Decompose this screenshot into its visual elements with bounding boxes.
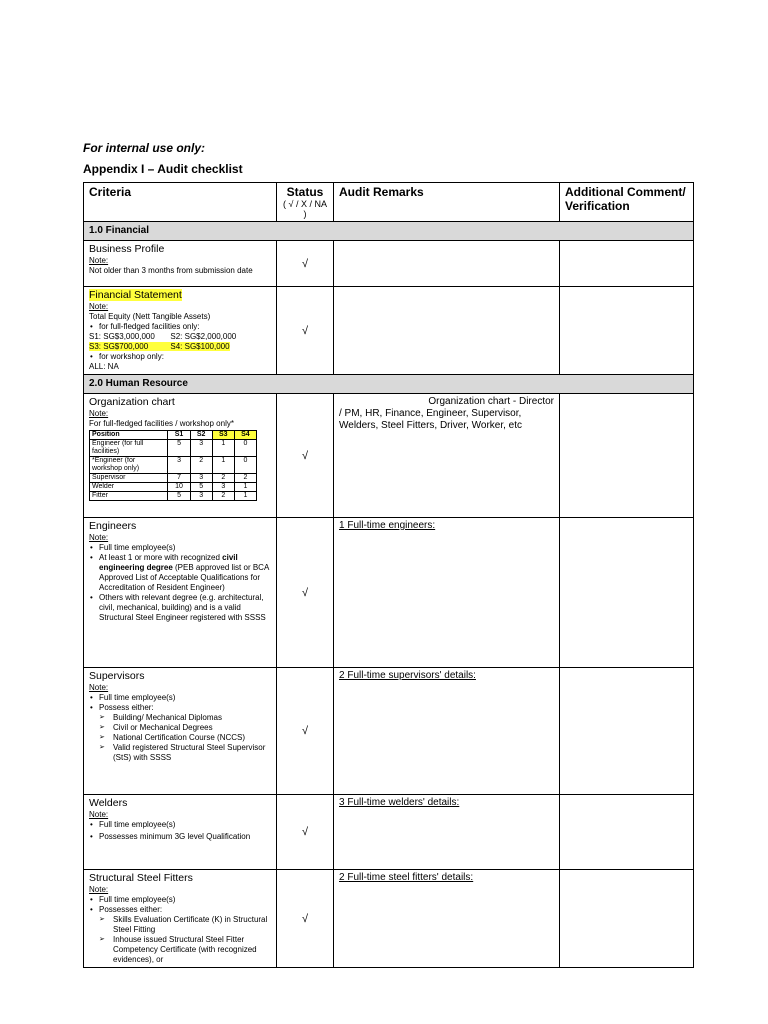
equity-s3-s4-line (89, 342, 271, 352)
additional-comment-header: Additional Comment/ Verification (560, 183, 694, 222)
section-hr-title: 2.0 Human Resource (84, 375, 694, 394)
remarks-cell[interactable] (334, 241, 560, 287)
status-check: √ (277, 394, 334, 518)
remark-text: 2 Full-time steel fitters' details: (339, 872, 474, 883)
status-header-label: Status (286, 185, 324, 199)
position-cell: Welder (90, 483, 168, 492)
comment-cell[interactable] (560, 241, 694, 287)
bullet-item: • Full time employee(s) (99, 820, 271, 830)
s3-cell: 2 (212, 474, 234, 483)
workshop-value: ALL: NA (89, 362, 119, 371)
s4-cell: 0 (234, 440, 256, 457)
position-cell: *Engineer (for workshop only) (90, 457, 168, 474)
s1-cell: 7 (168, 474, 190, 483)
remarks-cell[interactable] (334, 870, 560, 968)
arrow-item: ➢ Valid registered Structural Steel Supervisor (StS) with SSSS (113, 743, 271, 763)
row-steel-fitters (84, 870, 694, 968)
remark-text: Organization chart - Director (428, 396, 554, 407)
criteria-cell (84, 795, 277, 870)
s2-cell: 5 (190, 483, 212, 492)
note-label: Note: (89, 533, 109, 542)
note-label: Note: (89, 683, 109, 692)
remark-text: 1 Full-time engineers: (339, 520, 436, 531)
remarks-cell[interactable] (334, 394, 560, 518)
row-financial-statement (84, 287, 694, 375)
s3-cell: 2 (212, 492, 234, 501)
note-label: Note: (89, 256, 109, 265)
comment-cell[interactable] (560, 394, 694, 518)
internal-use-label: For internal use only: (83, 141, 206, 155)
s1-cell: 3 (168, 457, 190, 474)
remarks-cell[interactable] (334, 287, 560, 375)
table-row (90, 457, 257, 474)
note-text: Not older than 3 months from submission date (89, 266, 253, 275)
equity-s3-s4: S3: SG$700,000 S4: SG$100,000 (89, 342, 230, 351)
criteria-title: Welders (89, 797, 128, 809)
section-row-financial (84, 222, 694, 241)
status-check: √ (277, 287, 334, 375)
bold-text: civil engineering degree (99, 553, 238, 572)
remark-text: 3 Full-time welders' details: (339, 797, 460, 808)
note-label: Note: (89, 409, 109, 418)
remark-text: 2 Full-time supervisors' details: (339, 670, 476, 681)
s1-cell: 5 (168, 440, 190, 457)
position-requirements-table (89, 430, 257, 501)
status-header (277, 183, 334, 222)
table-row (90, 474, 257, 483)
bullet-item: • Possesses either: (99, 905, 271, 915)
comment-cell[interactable] (560, 287, 694, 375)
bullet-item: • for workshop only: (99, 352, 271, 362)
highlighted-title: Financial Statement (89, 289, 182, 301)
criteria-title (89, 289, 271, 301)
row-organization-chart (84, 394, 694, 518)
audit-remarks-header: Audit Remarks (334, 183, 560, 222)
s2-header: S2 (190, 431, 212, 440)
note-label: Note: (89, 302, 109, 311)
row-welders (84, 795, 694, 870)
criteria-cell (84, 668, 277, 795)
criteria-title: Organization chart (89, 396, 175, 408)
position-cell: Supervisor (90, 474, 168, 483)
note-label: Note: (89, 810, 109, 819)
bullet-item: • Others with relevant degree (e.g. architectural, civil, mechanical, building) and is a valid Structural Steel Engineer registered with SSSS (99, 593, 271, 623)
criteria-cell (84, 241, 277, 287)
note-text: For full-fledged facilities / workshop only* (89, 419, 234, 428)
comment-cell[interactable] (560, 795, 694, 870)
note-label: Note: (89, 885, 109, 894)
arrow-item: ➢ National Certification Course (NCCS) (113, 733, 271, 743)
section-financial-title: 1.0 Financial (84, 222, 694, 241)
equity-s1-s2: S1: SG$3,000,000 S2: SG$2,000,000 (89, 332, 237, 341)
comment-cell[interactable] (560, 668, 694, 795)
s4-cell: 1 (234, 492, 256, 501)
table-row (90, 440, 257, 457)
audit-checklist-table (83, 182, 694, 968)
bullet-item: • Full time employee(s) (99, 895, 271, 905)
criteria-header: Criteria (84, 183, 277, 222)
arrow-item: ➢ Building/ Mechanical Diplomas (113, 713, 271, 723)
criteria-title: Supervisors (89, 670, 145, 682)
comment-cell[interactable] (560, 870, 694, 968)
s2-cell: 2 (190, 457, 212, 474)
row-supervisors (84, 668, 694, 795)
criteria-title: Engineers (89, 520, 137, 532)
position-cell: Engineer (for full facilities) (90, 440, 168, 457)
arrow-item: ➢ Inhouse issued Structural Steel Fitter Competency Certificate (with recognized evidences), or (113, 935, 271, 965)
s2-cell: 3 (190, 492, 212, 501)
bullet-text: At least 1 or more with recognized (99, 553, 223, 562)
row-engineers (84, 518, 694, 668)
note-text: Total Equity (Nett Tangible Assets) (89, 312, 211, 321)
remarks-cell[interactable] (334, 795, 560, 870)
remarks-cell[interactable] (334, 668, 560, 795)
position-header: Position (90, 431, 168, 440)
status-check: √ (277, 668, 334, 795)
remark-text: / PM, HR, Finance, Engineer, Supervisor, Welders, Steel Fitters, Driver, Worker, etc (339, 408, 523, 431)
s4-cell: 0 (234, 457, 256, 474)
criteria-title: Business Profile (89, 243, 165, 255)
bullet-item: • Possess either: (99, 703, 271, 713)
table-row (90, 492, 257, 501)
s3-cell: 1 (212, 457, 234, 474)
s2-cell: 3 (190, 474, 212, 483)
status-check: √ (277, 518, 334, 668)
bullet-item: • Possesses minimum 3G level Qualification (99, 832, 271, 842)
s1-cell: 5 (168, 492, 190, 501)
criteria-cell (84, 394, 277, 518)
position-cell: Fitter (90, 492, 168, 501)
remarks-cell[interactable] (334, 518, 560, 668)
bullet-text: (PEB approved list or BCA Approved List of Acceptable Qualifications for Accreditation of Resident Engineer) (99, 563, 269, 592)
comment-cell[interactable] (560, 518, 694, 668)
position-table-header (90, 431, 257, 440)
criteria-cell (84, 287, 277, 375)
s3-cell: 3 (212, 483, 234, 492)
row-business-profile (84, 241, 694, 287)
criteria-title: Structural Steel Fitters (89, 872, 193, 884)
header-row (84, 183, 694, 222)
s4-header: S4 (234, 431, 256, 440)
status-check: √ (277, 870, 334, 968)
criteria-cell (84, 518, 277, 668)
s2-cell: 3 (190, 440, 212, 457)
table-row (90, 483, 257, 492)
status-check: √ (277, 795, 334, 870)
bullet-item: • for full-fledged facilities only: (99, 322, 271, 332)
s1-cell: 10 (168, 483, 190, 492)
status-options: ( √ / X / NA ) (283, 199, 327, 219)
appendix-title: Appendix I – Audit checklist (83, 162, 243, 176)
arrow-item: ➢ Skills Evaluation Certificate (K) in Structural Steel Fitting (113, 915, 271, 935)
bullet-item: • Full time employee(s) (99, 693, 271, 703)
section-row-hr (84, 375, 694, 394)
s4-cell: 1 (234, 483, 256, 492)
status-check: √ (277, 241, 334, 287)
bullet-item: • Full time employee(s) (99, 543, 271, 553)
s1-header: S1 (168, 431, 190, 440)
s3-cell: 1 (212, 440, 234, 457)
criteria-cell (84, 870, 277, 968)
bullet-item (99, 553, 271, 593)
s3-header: S3 (212, 431, 234, 440)
s4-cell: 2 (234, 474, 256, 483)
arrow-item: ➢ Civil or Mechanical Degrees (113, 723, 271, 733)
